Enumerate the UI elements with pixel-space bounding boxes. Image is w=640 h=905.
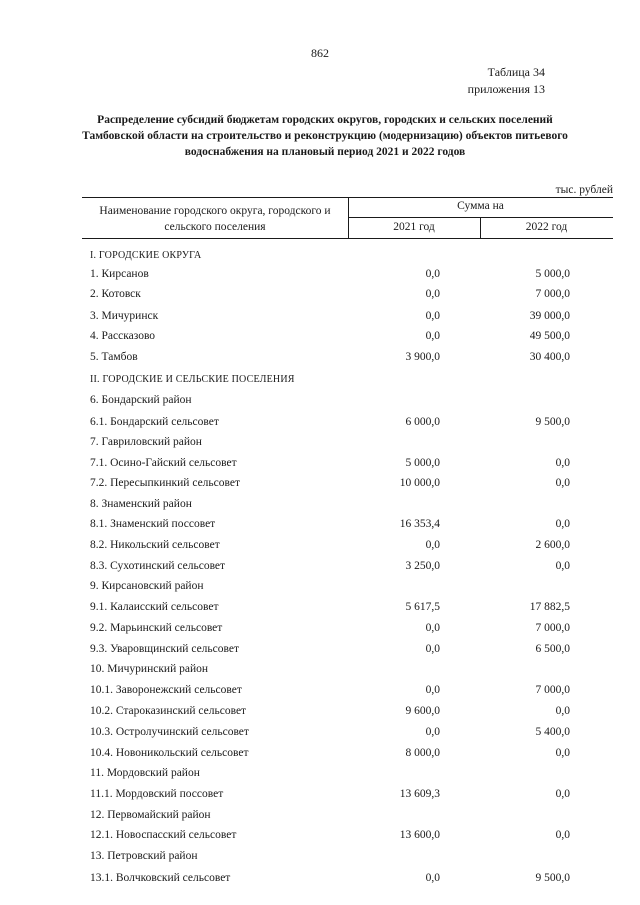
value-2021: 8 000,0 bbox=[405, 747, 440, 759]
table-row bbox=[0, 351, 640, 371]
table-row bbox=[0, 539, 640, 559]
table-row bbox=[0, 310, 640, 330]
table-row bbox=[0, 622, 640, 642]
table-row bbox=[0, 330, 640, 350]
value-2021: 5 000,0 bbox=[405, 457, 440, 469]
row-label: 9.2. Марьинский сельсовет bbox=[90, 622, 223, 634]
value-2022: 9 500,0 bbox=[535, 872, 570, 884]
table-header bbox=[82, 197, 613, 239]
table-row bbox=[0, 498, 640, 518]
value-2022: 0,0 bbox=[555, 457, 570, 469]
value-2022: 0,0 bbox=[555, 518, 570, 530]
title-line-2: Тамбовской области на строительство и реконструкцию (модернизацию) объектов питьевого bbox=[82, 130, 568, 142]
value-2022: 6 500,0 bbox=[535, 643, 570, 655]
value-2022: 0,0 bbox=[555, 747, 570, 759]
table-row bbox=[0, 643, 640, 663]
table-row bbox=[0, 374, 640, 394]
row-label: 9.1. Калаисский сельсовет bbox=[90, 601, 219, 613]
value-2021: 0,0 bbox=[425, 622, 440, 634]
header-name-line-1: Наименование городского округа, городского и bbox=[99, 205, 331, 217]
value-2021: 5 617,5 bbox=[405, 601, 440, 613]
value-2022: 30 400,0 bbox=[529, 351, 570, 363]
value-2021: 0,0 bbox=[425, 726, 440, 738]
table-row bbox=[0, 457, 640, 477]
row-label: 8.3. Сухотинский сельсовет bbox=[90, 560, 226, 572]
value-2021: 0,0 bbox=[425, 330, 440, 342]
row-label: 5. Тамбов bbox=[90, 351, 138, 363]
table-row bbox=[0, 850, 640, 870]
table-row bbox=[0, 872, 640, 892]
value-2021: 0,0 bbox=[425, 684, 440, 696]
table-row bbox=[0, 809, 640, 829]
row-label: 13. Петровский район bbox=[90, 850, 198, 862]
row-label: 10.3. Остролучинский сельсовет bbox=[90, 726, 249, 738]
title-line-1: Распределение субсидий бюджетам городских округов, городских и сельских поселений bbox=[97, 114, 553, 126]
table-row bbox=[0, 767, 640, 787]
row-label: 6. Бондарский район bbox=[90, 394, 192, 406]
table-row bbox=[0, 250, 640, 270]
value-2021: 0,0 bbox=[425, 539, 440, 551]
unit-label: тыс. рублей bbox=[555, 184, 613, 196]
row-label: 11.1. Мордовский поссовет bbox=[90, 788, 224, 800]
table-reference bbox=[468, 64, 545, 98]
row-label: 10. Мичуринский район bbox=[90, 663, 209, 675]
header-sum: Сумма на bbox=[457, 200, 504, 212]
title-line-3: водоснабжения на плановый период 2021 и 2022 годов bbox=[184, 146, 466, 158]
table-row bbox=[0, 601, 640, 621]
row-label: 11. Мордовский район bbox=[90, 767, 200, 779]
row-label: 4. Рассказово bbox=[90, 330, 156, 342]
value-2021: 10 000,0 bbox=[399, 477, 440, 489]
value-2021: 13 600,0 bbox=[399, 829, 440, 841]
value-2021: 13 609,3 bbox=[399, 788, 440, 800]
value-2021: 0,0 bbox=[425, 288, 440, 300]
table-row bbox=[0, 518, 640, 538]
table-row bbox=[0, 580, 640, 600]
row-label: 7.2. Пересыпкинкий сельсовет bbox=[90, 477, 241, 489]
page-number: 862 bbox=[311, 46, 329, 60]
table-row bbox=[0, 726, 640, 746]
table-row bbox=[0, 684, 640, 704]
header-year-2021: 2021 год bbox=[393, 221, 435, 233]
table-row bbox=[0, 268, 640, 288]
header-name-column bbox=[82, 203, 348, 235]
value-2022: 0,0 bbox=[555, 788, 570, 800]
table-row bbox=[0, 705, 640, 725]
row-label: 8.2. Никольский сельсовет bbox=[90, 539, 220, 551]
table-row bbox=[0, 663, 640, 683]
value-2022: 39 000,0 bbox=[529, 310, 570, 322]
value-2022: 0,0 bbox=[555, 560, 570, 572]
value-2022: 5 400,0 bbox=[535, 726, 570, 738]
value-2022: 7 000,0 bbox=[535, 288, 570, 300]
value-2022: 0,0 bbox=[555, 705, 570, 717]
row-label: 1. Кирсанов bbox=[90, 268, 149, 280]
table-row bbox=[0, 788, 640, 808]
table-row bbox=[0, 829, 640, 849]
value-2021: 0,0 bbox=[425, 872, 440, 884]
value-2022: 5 000,0 bbox=[535, 268, 570, 280]
row-label: 13.1. Волчковский сельсовет bbox=[90, 872, 231, 884]
value-2022: 2 600,0 bbox=[535, 539, 570, 551]
row-label: 12. Первомайский район bbox=[90, 809, 211, 821]
appendix-number: приложения 13 bbox=[467, 82, 545, 96]
table-row bbox=[0, 560, 640, 580]
value-2021: 3 250,0 bbox=[405, 560, 440, 572]
row-label: 10.4. Новоникольский сельсовет bbox=[90, 747, 249, 759]
value-2021: 9 600,0 bbox=[405, 705, 440, 717]
table-row bbox=[0, 416, 640, 436]
row-label: 10.2. Староказинский сельсовет bbox=[90, 705, 247, 717]
value-2022: 17 882,5 bbox=[529, 601, 570, 613]
row-label: 12.1. Новоспасский сельсовет bbox=[90, 829, 237, 841]
table-row bbox=[0, 747, 640, 767]
value-2021: 16 353,4 bbox=[399, 518, 440, 530]
row-label: 10.1. Заворонежский сельсовет bbox=[90, 684, 242, 696]
row-label: 8.1. Знаменский поссовет bbox=[90, 518, 216, 530]
table-row bbox=[0, 394, 640, 414]
value-2022: 7 000,0 bbox=[535, 684, 570, 696]
value-2022: 7 000,0 bbox=[535, 622, 570, 634]
value-2022: 49 500,0 bbox=[529, 330, 570, 342]
value-2021: 0,0 bbox=[425, 643, 440, 655]
row-label: 6.1. Бондарский сельсовет bbox=[90, 416, 219, 428]
section-heading: I. ГОРОДСКИЕ ОКРУГА bbox=[90, 250, 202, 261]
value-2021: 6 000,0 bbox=[405, 416, 440, 428]
row-label: 3. Мичуринск bbox=[90, 310, 159, 322]
row-label: 9. Кирсановский район bbox=[90, 580, 204, 592]
row-label: 8. Знаменский район bbox=[90, 498, 192, 510]
row-label: 7. Гавриловский район bbox=[90, 436, 202, 448]
table-row bbox=[0, 477, 640, 497]
value-2021: 0,0 bbox=[425, 310, 440, 322]
value-2022: 0,0 bbox=[555, 829, 570, 841]
value-2022: 9 500,0 bbox=[535, 416, 570, 428]
section-heading: II. ГОРОДСКИЕ И СЕЛЬСКИЕ ПОСЕЛЕНИЯ bbox=[90, 374, 295, 385]
value-2021: 3 900,0 bbox=[405, 351, 440, 363]
header-year-2022: 2022 год bbox=[525, 221, 568, 233]
table-row bbox=[0, 288, 640, 308]
table-row bbox=[0, 436, 640, 456]
value-2022: 0,0 bbox=[555, 477, 570, 489]
value-2021: 0,0 bbox=[425, 268, 440, 280]
row-label: 2. Котовск bbox=[90, 288, 141, 300]
document-title bbox=[70, 112, 580, 160]
header-name-line-2: сельского поселения bbox=[164, 221, 266, 233]
row-label: 9.3. Уваровщинский сельсовет bbox=[90, 643, 240, 655]
table-number: Таблица 34 bbox=[487, 65, 545, 79]
row-label: 7.1. Осино-Гайский сельсовет bbox=[90, 457, 237, 469]
